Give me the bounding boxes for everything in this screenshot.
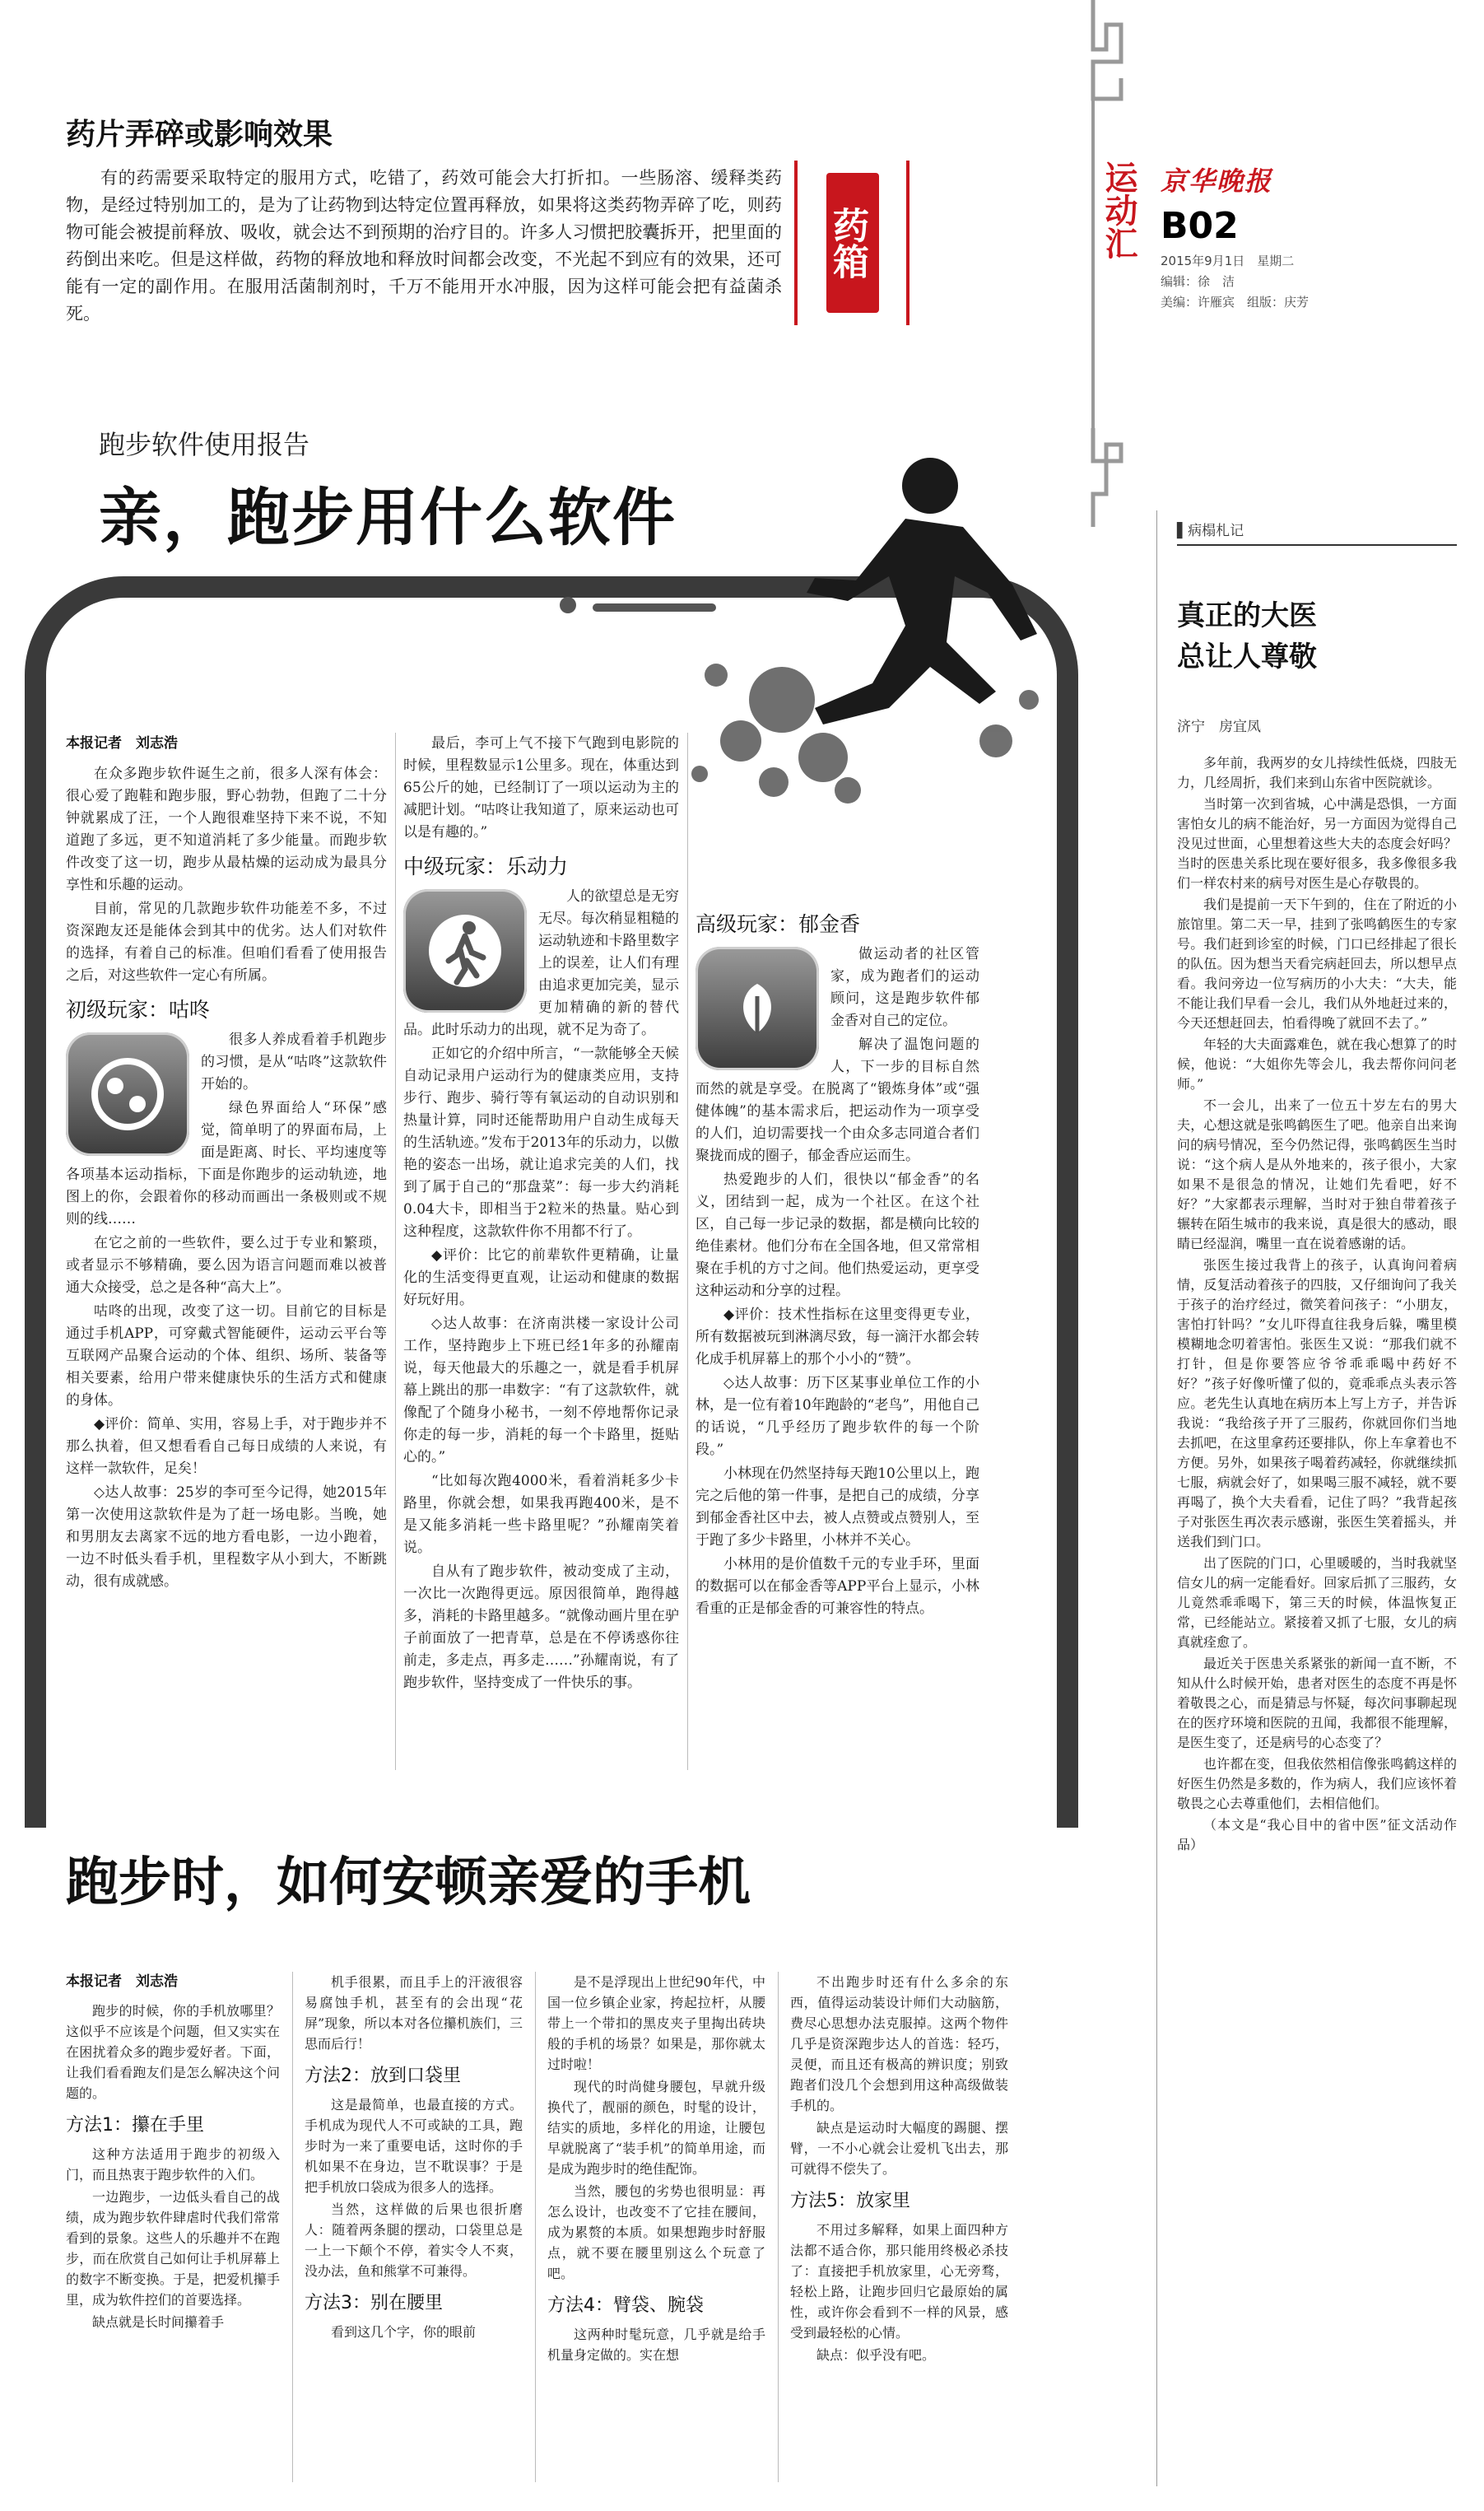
ledongli-app-icon xyxy=(403,889,527,1013)
phone-headline: 跑步时，如何安顿亲爱的手机 xyxy=(66,1852,751,1913)
column-divider xyxy=(1156,510,1157,2486)
phone-paragraph: 当然，这样做的后果也很折磨人：随着两条腿的摆动，口袋里总是一上一下颠个不停，着实令人不爽，没办法，鱼和熊掌不可兼得。 xyxy=(305,2201,523,2279)
clinic-tag-text: 病榻札记 xyxy=(1188,523,1244,539)
run-app-col1 xyxy=(66,733,387,1595)
phone-col1 xyxy=(66,1972,280,2334)
phone-paragraph: 这种方法适用于跑步的初级入门，而且热衷于跑步软件的入们。 xyxy=(66,2146,280,2183)
phone-col3 xyxy=(547,1972,765,2367)
clinic-paragraph: 出了医院的门口，心里暖暖的，当时我就坚信女儿的病一定能看好。回家后抓了三服药，女儿竟然乖乖喝下，第三天的时候，体温恢复正常，已经能站立。紧接着又抓了七服，女儿的病真就痊愈了。 xyxy=(1177,1555,1457,1650)
run-app-paragraph: 在众多跑步软件诞生之前，很多人深有体会：很心爱了跑鞋和跑步服，野心勃勃，但跑了二十分钟就累成了汪，一个人跑很难坚持下来不说，不知道跑了多远，更不知道消耗了多少能量。而跑步软件改变了这一切，跑步从最枯燥的运动成为最具分享性和乐趣的运动。 xyxy=(66,766,387,893)
run-app-paragraph: 绿色界面给人“环保”感觉，简单明了的界面布局，上面是距离、时长、平均速度等各项基本运动指标，下面是你跑步的运动轨迹，地图上的你，会跟着你的移动而画出一条极则或不规则的线…… xyxy=(66,1100,387,1228)
clinic-paragraph: 当时第一次到省城，心中满是恐惧，一方面害怕女儿的病不能治好，另一方面因为觉得自己没见过世面，心里想着这些大夫的态度会好吗？当时的医患关系比现在要好很多，我多像很多我们一样农村来的病号对医生是心存敬畏的。 xyxy=(1177,796,1457,891)
clinic-paragraph: 最近关于医患关系紧张的新闻一直不断，不知从什么时候开始，患者对医生的态度不再是怀着敬畏之心，而是猜忌与怀疑，每次问事聊起现在的医疗环境和医院的丑闻，我都很不能理解，是医生变了，还是病号的心态变了？ xyxy=(1177,1656,1457,1750)
phone-paragraph: 看到这几个字，你的眼前 xyxy=(331,2324,477,2340)
run-app-paragraph: ◆评价：比它的前辈软件更精确，让量化的生活变得更直观，让运动和健康的数据好玩好用。 xyxy=(403,1247,679,1308)
clinic-title-1: 真正的大医 xyxy=(1177,599,1317,632)
codoon-app-icon xyxy=(66,1032,189,1156)
run-app-paragraph: 正如它的介绍中所言，“一款能够全天候自动记录用户运动行为的健康类应用，支持步行、跑步、骑行等有氧运动的自动识别和热量计算，同时还能帮助用户自动生成每天的生活轨迹。”发布于2013年的乐动力，以傲艳的姿态一出场，就让追求完美的人们，找到了属于自己的“那盘菜”：每一步大约消耗0.04大卡，即相当于2粒米的热量。贴心到这种程度，这款软件你不用都不行了。 xyxy=(403,1046,679,1240)
run-app-paragraph: “比如每次跑4000米，看着消耗多少卡路里，你就会想，如果我再跑400米，是不是又能多消耗一些卡路里呢？”孙耀南笑着说。 xyxy=(403,1473,679,1556)
clinic-paragraph: 年轻的大夫面露难色，就在我心想算了的时候，他说：“大姐你先等会儿，我去帮你问问老师。” xyxy=(1177,1037,1457,1092)
beginner-label: 初级玩家：咕咚 xyxy=(66,998,211,1022)
phone-paragraph: 一边跑步，一边低头看自己的战绩，成为跑步软件肆虐时代我们常常看到的景象。这些人的乐趣并不在跑步，而在欣赏自己如何让手机屏幕上的数字不断变换。于是，把爱机攥手里，成为软件控们的首要选择。 xyxy=(66,2189,280,2308)
run-app-col3 xyxy=(695,901,979,1622)
run-app-paragraph: 热爱跑步的人们，很快以“郁金香”的名义，团结到一起，成为一个社区。在这个社区，自己每一步记录的数据，都是横向比较的绝佳素材。他们分布在全国各地，但又常常相聚在手机的方寸之间。他们热爱运动，更享受这种运动和分享的过程。 xyxy=(695,1172,979,1299)
run-app-headline: 亲，跑步用什么软件 xyxy=(99,481,677,554)
phone-method-4: 方法4：臂袋、腕袋 xyxy=(547,2295,704,2316)
column-divider xyxy=(778,1972,779,2482)
phone-method-3: 方法3：别在腰里 xyxy=(305,2293,443,2313)
run-app-paragraph: 人的欲望总是无穷无尽。每次稍显粗糙的运动轨迹和卡路里数字上的误差，让人们有理由追求更加完美，显示更加精确的新的替代品。此时乐动力的出现，就不足为奇了。 xyxy=(403,888,679,1038)
clinic-paragraph: 我们是提前一天下午到的，住在了附近的小旅馆里。第二天一早，挂到了张鸣鹤医生的专家号。我们赶到诊室的时候，门口已经排起了很长的队伍。因为想当天看完病赶回去，所以想早点看。我问旁边一位写病历的小大夫：“大夫，能不能让我们早看一会儿，我们从外地赶过来的，今天还想赶回去，怕看得晚了就回不去了。” xyxy=(1177,897,1457,1031)
phone-paragraph: 现代的时尚健身腰包，早就升级换代了，靓丽的颜色，时髦的设计，结实的质地，多样化的用途，让腰包早就脱离了“装手机”的简单用途，而是成为跑步时的绝佳配饰。 xyxy=(547,2079,765,2177)
phone-method-5: 方法5：放家里 xyxy=(790,2191,910,2211)
clinic-tag-marker-icon: ▌ xyxy=(1177,523,1189,539)
masthead-block xyxy=(1161,161,1407,358)
clinic-author: 济宁 房宜凤 xyxy=(1177,719,1261,735)
clinic-column xyxy=(1177,519,1457,1856)
run-app-paragraph: ◇达人故事：在济南洪楼一家设计公司工作，坚持跑步上下班已经1年多的孙耀南说，每天他最大的乐趣之一，就是看手机屏幕上跳出的那一串数字：“有了这款软件，就像配了个随身小秘书，一刻不停地帮你记录你走的每一步，消耗的每一个卡路里，挺贴心的。” xyxy=(403,1316,679,1465)
clinic-paragraph: 多年前，我两岁的女儿持续性低烧，四肢无力，几经周折，我们来到山东省中医院就诊。 xyxy=(1177,755,1457,790)
mid-label: 中级玩家：乐动力 xyxy=(403,855,569,878)
column-divider xyxy=(395,733,396,1770)
run-app-paragraph: 最后，李可上气不接下气跑到电影院的时候，里程数显示1公里多。现在，体重达到65公斤的她，已经制订了一项以运动为主的减肥计划。“咕咚让我知道了，原来运动也可以是有趣的。” xyxy=(403,735,679,841)
phone-paragraph: 不用过多解释，如果上面四种方法都不适合你，那只能用终极必杀技了：直接把手机放家里，心无旁骛，轻松上路，让跑步回归它最原始的属性，或许你会看到不一样的风景，感受到最轻松的心情。 xyxy=(790,2222,1008,2341)
phone-paragraph: 跑步的时候，你的手机放哪里？这似乎不应该是个问题，但又实实在在困扰着众多的跑步爱好者。下面，让我们看看跑友们是怎么解决这个问题的。 xyxy=(66,2003,280,2101)
page-editor: 编辑：徐 洁 xyxy=(1161,274,1235,289)
page-designers: 美编：许雁宾 组版：庆芳 xyxy=(1161,295,1310,310)
clinic-title-2: 总让人尊敬 xyxy=(1177,641,1317,673)
run-app-paragraph: 小林现在仍然坚持每天跑10公里以上，跑完之后他的第一件事，是把自己的成绩，分享到郁金香社区中去，被人点赞或点赞别人，至于跑了多少卡路里，小林并不关心。 xyxy=(695,1465,979,1549)
medicine-badge xyxy=(794,161,909,325)
run-app-paragraph: 小林用的是价值数千元的专业手环，里面的数据可以在郁金香等APP平台上显示，小林看重的正是郁金香的可兼容性的特点。 xyxy=(695,1556,979,1617)
column-divider xyxy=(535,1972,536,2482)
medicine-paragraph: 有的药需要采取特定的服用方式，吃错了，药效可能会大打折扣。一些肠溶、缓释类药物，是经过特别加工的，是为了让药物到达特定位置再释放，如果将这类药物弄碎了吃，则药物可能会被提前释放、吸收，就会达不到预期的治疗目的。许多人习惯把胶囊拆开，把里面的药倒出来吃。但是这样做，药物的释放地和释放时间都会改变，不光起不到应有的效果，还可能有一定的副作用。在服用活菌制剂时，千万不能用开水冲服，因为这样可能会把有益菌杀死。 xyxy=(66,168,782,324)
phone-paragraph: 缺点就是长时间攥着手 xyxy=(92,2314,225,2330)
run-app-paragraph: 很多人养成看着手机跑步的习惯，是从“咕咚”这款软件开始的。 xyxy=(201,1032,387,1092)
phone-camera-icon xyxy=(560,597,576,613)
run-app-paragraph: 自从有了跑步软件，被动变成了主动，一次比一次跑得更远。原因很简单，跑得越多，消耗的卡路里越多。“就像动画片里在驴子前面放了一把青草，总是在不停诱惑你往前走，多走点，再多走……”孙耀南说，有了跑步软件，坚持变成了一件快乐的事。 xyxy=(403,1563,679,1691)
phone-byline: 本报记者 刘志浩 xyxy=(66,1973,178,1990)
medicine-title: 药片弄碎或影响效果 xyxy=(66,118,333,151)
meander-border-icon xyxy=(1088,0,1146,527)
phone-paragraph: 机手很累，而且手上的汗液很容易腐蚀手机，甚至有的会出现“花屏”现象，所以本对各位攥机族们，三思而后行！ xyxy=(305,1974,523,2052)
run-app-paragraph: ◇达人故事：25岁的李可至今记得，她2015年第一次使用这款软件是为了赶一场电影。当晚，她和男朋友去离家不远的地方看电影，一边小跑着，一边不时低头看手机，里程数字从小到大，不断跳动，很有成就感。 xyxy=(66,1484,387,1590)
tulip-app-icon xyxy=(695,947,819,1070)
phone-col4 xyxy=(790,1972,1008,2367)
phone-paragraph: 是不是浮现出上世纪90年代，中国一位乡镇企业家，挎起拉杆，从腰带上一个带扣的黑皮夹子里掏出砖块般的手机的场景？如果是，那你就太过时啦！ xyxy=(547,1974,765,2072)
phone-paragraph: 缺点：似乎没有吧。 xyxy=(816,2347,936,2363)
run-app-kicker: 跑步软件使用报告 xyxy=(99,429,310,460)
clinic-paragraph: （本文是“我心目中的省中医”征文活动作品） xyxy=(1177,1817,1457,1852)
phone-paragraph: 不出跑步时还有什么多余的东西，值得运动装设计师们大动脑筋，费尽心思想办法克服掉。这两个物件几乎是资深跑步达人的首选：轻巧，灵便，而且还有极高的辨识度；别致跑者们没几个会想到用这种高级做装手机的。 xyxy=(790,1974,1008,2113)
phone-paragraph: 当然，腰包的劣势也很明显：再怎么设计，也改变不了它挂在腰间，成为累赘的本质。如果想跑步时舒服点，就不要在腰里别这么个玩意了吧。 xyxy=(547,2183,765,2281)
phone-col2 xyxy=(305,1972,523,2344)
clinic-paragraph: 不一会儿，出来了一位五十岁左右的男大夫，心想这就是张鸣鹤医生了吧。他亲自出来询问的病号情况，至今仍然记得，张鸣鹤医生当时说：“这个病人是从外地来的，孩子很小，大家如果不是很急的情况，让她们先看吧，好不好？”大家都表示理解，当时对于独自带着孩子辗转在陌生城市的我来说，真是很大的感动，眼睛已经湿润，嘴里一直在说着感谢的话。 xyxy=(1177,1097,1457,1251)
phone-paragraph: 这是最简单，也最直接的方式。手机成为现代人不可或缺的工具，跑步时为一来了重要电话，这时你的手机如果不在身边，岂不耽误事？于是把手机放口袋成为很多人的选择。 xyxy=(305,2097,523,2195)
page-date: 2015年9月1日 星期二 xyxy=(1161,254,1295,268)
masthead-red-column xyxy=(1088,0,1146,527)
adv-label: 高级玩家：郁金香 xyxy=(695,912,861,936)
medicine-badge-text: 药箱 xyxy=(826,173,879,313)
run-app-paragraph: 目前，常见的几款跑步软件功能差不多，不过资深跑友还是能体会到其中的优劣。达人们对软件的选择，有着自己的标准。但咱们看看了使用报告之后，对这些软件一定心有所属。 xyxy=(66,901,387,984)
phone-paragraph: 缺点是运动时大幅度的踢腿、摆臂，一不小心就会让爱机飞出去，那可就得不偿失了。 xyxy=(790,2120,1008,2177)
run-app-col2 xyxy=(403,733,679,1696)
run-app-paragraph: ◆评价：技术性指标在这里变得更专业，所有数据被玩到淋漓尽致，每一滴汗水都会转化成手机屏幕上的那个小小的“赞”。 xyxy=(695,1307,979,1367)
phone-method-2: 方法2：放到口袋里 xyxy=(305,2066,461,2086)
medicine-body xyxy=(66,165,782,329)
runner-silhouette-icon xyxy=(683,428,1062,823)
paper-logo: 京华晚报 xyxy=(1161,165,1273,197)
clinic-paragraph: 张医生接过我背上的孩子，认真询问着病情，反复活动着孩子的四肢，又仔细询问了我关于孩子的治疗经过，微笑着问孩子：“小朋友，害怕打针吗？”女儿吓得直往我身后躲，嘴里模模糊地念叨着害怕。张医生又说：“那我们就不打针，但是你要答应爷爷乖乖喝中药好不好？”孩子好像听懂了似的，竟乖乖点头表示答应。老先生认真地在病历本上写上方子，并告诉我说：“我给孩子开了三服药，你就回你们当地去抓吧，在这里拿药还要排队，你上车拿着也不方便。另外，如果孩子喝着药减轻，你就继续抓七服，病就会好了，如果喝三服不减轻，就不要再喝了，换个大夫看看，记住了吗？”我背起孩子对张医生再次表示感谢，张医生笑着摇头，并送我们到门口。 xyxy=(1177,1257,1457,1549)
run-app-paragraph: 解决了温饱问题的人，下一步的目标自然而然的就是享受。在脱离了“锻炼身体”或“强健体魄”的基本需求后，把运动作为一项享受的人们，迫切需要找一个由众多志同道合者们聚拢而成的圈子，郁金香应运而生。 xyxy=(695,1037,979,1164)
page-code: B02 xyxy=(1161,205,1239,247)
section-name: 运动汇 xyxy=(1100,161,1137,259)
run-app-paragraph: 在它之前的一些软件，要么过于专业和繁琐，或者显示不够精确，要么因为语言问题而难以被普通大众接受，总之是各种“高大上”。 xyxy=(66,1235,387,1296)
run-app-paragraph: ◆评价：简单、实用，容易上手，对于跑步并不那么执着，但又想看看自己每日成绩的人来说，有这样一款软件，足矣！ xyxy=(66,1416,387,1477)
clinic-paragraph: 也许都在变，但我依然相信像张鸣鹤这样的好医生仍然是多数的，作为病人，我们应该怀着敬畏之心去尊重他们，去相信他们。 xyxy=(1177,1756,1457,1811)
run-app-paragraph: ◇达人故事：历下区某事业单位工作的小林，是一位有着10年跑龄的“老鸟”，用他自己的话说，“几乎经历了跑步软件的每一个阶段。” xyxy=(695,1375,980,1458)
column-divider xyxy=(687,733,688,1770)
run-app-byline: 本报记者 刘志浩 xyxy=(66,735,178,752)
phone-paragraph: 这两种时髦玩意，几乎就是给手机量身定做的。实在想 xyxy=(547,2327,765,2363)
phone-method-1: 方法1：攥在手里 xyxy=(66,2115,204,2136)
column-divider xyxy=(292,1972,293,2482)
run-app-paragraph: 做运动者的社区管家，成为跑者们的运动顾问，这是跑步软件郁金香对自己的定位。 xyxy=(830,946,979,1029)
clinic-body xyxy=(1177,753,1457,1855)
run-app-paragraph: 咕咚的出现，改变了这一切。目前它的目标是通过手机APP，可穿戴式智能硬件，运动云平台等互联网产品聚合运动的个体、组织、场所、装备等相关要素，给用户带来健康快乐的生活方式和健康的身体。 xyxy=(66,1303,387,1409)
clinic-tag xyxy=(1177,519,1457,546)
